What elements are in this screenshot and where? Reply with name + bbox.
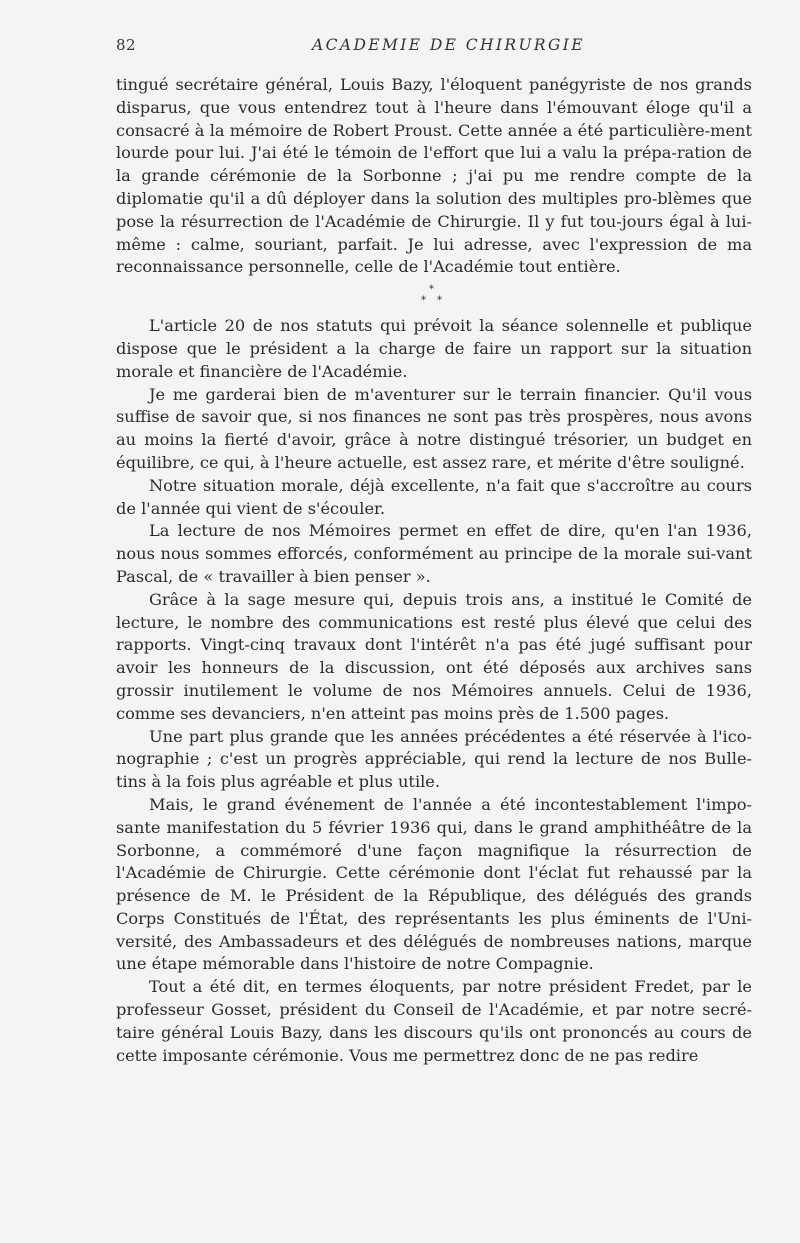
paragraph-memoires: La lecture de nos Mémoires permet en effet de dire, qu'en l'an 1936, nous nous sommes efforcés, conformément au principe de la morale sui-vant Pascal, de « travailler à bien penser ». (116, 521, 752, 586)
page-number: 82 (116, 36, 137, 54)
running-title: ACADEMIE DE CHIRURGIE (312, 36, 586, 54)
separator-star: * (429, 284, 434, 296)
page-header (116, 36, 752, 60)
separator-star: * (421, 295, 426, 307)
paragraph-situation-morale: Notre situation morale, déjà excellente, n'a fait que s'accroître au cours de l'année qui vient de s'écouler. (116, 475, 752, 518)
paragraph-iconographie: Une part plus grande que les années précédentes a été réservée à l'ico-nographie ; c'est un progrès appréciable, qui rend la lecture de nos Bulle-tins à la fois plus agréable et plus utile. (116, 726, 752, 792)
paragraph-continuation: tingué secrétaire général, Louis Bazy, l'éloquent panégyriste de nos grands disparus, que vous entendrez tout à l'heure dans l'émouvant éloge qu'il a consacré à la mémoire de Robert Proust. Cette année a été particulière-ment lourde pour lui. J'ai été le témoin de l'effort que lui a valu la prépa-ration de la grande cérémonie de la Sorbonne ; j'ai pu me rendre compte de la diplomatie qu'il a dû déployer dans la solution des multiples pro-blèmes que pose la résurrection de l'Académie de Chirurgie. Il y fut tou-jours égal à lui-même : calme, souriant, parfait. Je lui adresse, avec l'expression de ma reconnaissance personnelle, celle de l'Académie tout entière. (116, 75, 752, 277)
paragraph-discours: Tout a été dit, en termes éloquents, par notre président Fredet, par le professeur Gosset, président du Conseil de l'Académie, et par notre secré-taire général Louis Bazy, dans les discours qu'ils ont prononcés au cours de cette imposante cérémonie. Vous me permettrez donc de ne pas redire (116, 977, 752, 1065)
paragraph-comite-lecture: Grâce à la sage mesure qui, depuis trois ans, a institué le Comité de lecture, le nombre des communications est resté plus élevé que celui des rapports. Vingt-cinq travaux dont l'intérêt n'a pas été jugé suffisant pour avoir les honneurs de la discussion, ont été déposés aux archives sans grossir inutilement le volume de nos Mémoires annuels. Celui de 1936, comme ses devanciers, n'en atteint pas moins près de 1.500 pages. (116, 589, 752, 723)
section-separator (116, 279, 752, 315)
body-text (116, 74, 752, 1067)
paragraph-sorbonne: Mais, le grand événement de l'année a été incontestablement l'impo-sante manifestation du 5 février 1936 qui, dans le grand amphithéâtre de la Sorbonne, a commémoré d'une façon magnifique la résurrection de l'Académie de Chirurgie. Cette cérémonie dont l'éclat fut rehaussé par la présence de M. le Président de la République, des délégués des grands Corps Constitués de l'État, des représentants les plus éminents de l'Uni-versité, des Ambassadeurs et des délégués de nombreuses nations, marque une étape mémorable dans l'histoire de notre Compagnie. (116, 794, 752, 974)
paragraph-statuts: L'article 20 de nos statuts qui prévoit la séance solennelle et publique dispose que le président a la charge de faire un rapport sur la situation morale et financière de l'Académie. (116, 316, 752, 381)
paragraph-finances: Je me garderai bien de m'aventurer sur le terrain financier. Qu'il vous suffise de savoir que, si nos finances ne sont pas très prospères, nous avons au moins la fierté d'avoir, grâce à notre distingué trésorier, un budget en équilibre, ce qui, à l'heure actuelle, est assez rare, et mérite d'être souligné. (116, 384, 752, 472)
separator-star: * (437, 295, 442, 307)
